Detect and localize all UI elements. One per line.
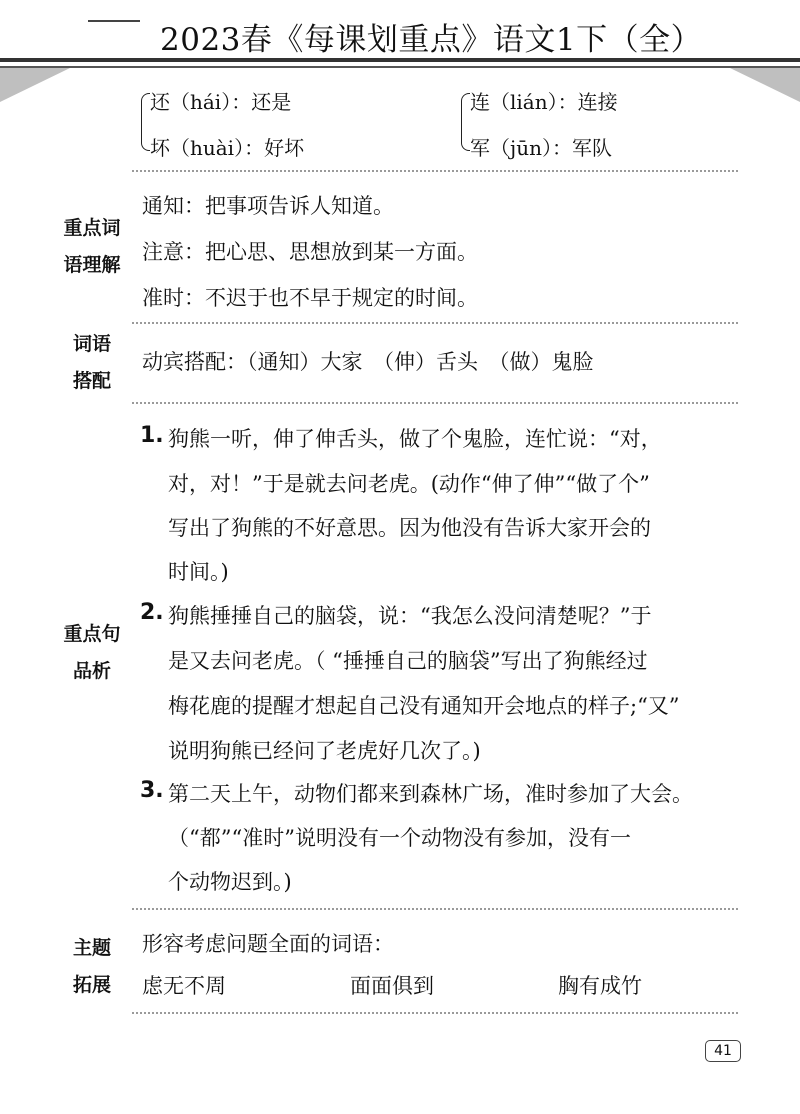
sentence-number: 1.: [140, 423, 164, 448]
page-title: 2023春《每课划重点》语文1下（全）: [160, 22, 703, 58]
sentence-line: 梅花鹿的提醒才想起自己没有通知开会地点的样子;“又”: [168, 694, 680, 718]
section-label-collocation: [52, 326, 132, 400]
page-number: 41: [705, 1040, 741, 1062]
header-corner-right: [730, 68, 800, 102]
sentence-line: （“都”“准时”说明没有一个动物没有参加，没有一: [168, 826, 631, 850]
theme-word: 虑无不周: [142, 974, 226, 998]
section-divider: [132, 170, 738, 172]
section-label-sentences: [52, 616, 132, 690]
polyphone-item: 军（jūn）：军队: [470, 136, 612, 160]
vocab-item: 准时：不迟于也不早于规定的时间。: [142, 286, 478, 310]
section-divider: [132, 322, 738, 324]
header-corner-left: [0, 68, 70, 102]
section-label-theme: [52, 930, 132, 1004]
sentence-line: 个动物迟到。): [168, 870, 292, 894]
header-decoration-line: [88, 20, 140, 22]
section-label-line: 主题: [72, 937, 111, 959]
section-label-line: 搭配: [72, 370, 111, 392]
sentence-line: 是又去问老虎。（ “捶捶自己的脑袋”写出了狗熊经过: [168, 649, 648, 673]
sentence-line: 写出了狗熊的不好意思。因为他没有告诉大家开会的: [168, 516, 651, 540]
collocation-text: 动宾搭配：（通知）大家 （伸）舌头 （做）鬼脸: [142, 350, 594, 374]
header-rule: [0, 58, 800, 62]
section-label-line: 重点词: [63, 217, 121, 239]
sentence-line: 时间。): [168, 560, 229, 584]
section-label-line: 重点句: [63, 623, 121, 645]
sentence-line: 说明狗熊已经问了老虎好几次了。): [168, 739, 481, 763]
section-divider: [132, 1012, 738, 1014]
vocab-item: 注意：把心思、思想放到某一方面。: [142, 240, 478, 264]
section-label-line: 语理解: [63, 254, 121, 276]
theme-word: 面面俱到: [350, 974, 434, 998]
section-label-line: 词语: [72, 333, 111, 355]
polyphone-item: 连（lián）：连接: [470, 90, 618, 114]
sentence-line: 狗熊一听，伸了伸舌头，做了个鬼脸，连忙说：“对，: [168, 427, 662, 451]
header-rule-thin: [0, 66, 800, 68]
sentence-number: 2.: [140, 600, 164, 625]
theme-word: 胸有成竹: [558, 974, 642, 998]
section-label-line: 拓展: [72, 974, 111, 996]
brace-left: [141, 93, 150, 151]
section-divider: [132, 908, 738, 910]
section-label-line: 品析: [72, 660, 111, 682]
sentence-line: 狗熊捶捶自己的脑袋，说：“我怎么没问清楚呢？”于: [168, 604, 652, 628]
sentence-line: 对，对！”于是就去问老虎。(动作“伸了伸”“做了个”: [168, 472, 650, 496]
brace-right: [461, 93, 470, 151]
polyphone-item: 坏（huài）：好坏: [150, 136, 305, 160]
sentence-line: 第二天上午，动物们都来到森林广场，准时参加了大会。: [168, 782, 693, 806]
theme-heading: 形容考虑问题全面的词语：: [142, 932, 394, 956]
vocab-item: 通知：把事项告诉人知道。: [142, 194, 394, 218]
section-label-vocab: [52, 210, 132, 284]
section-divider: [132, 402, 738, 404]
sentence-number: 3.: [140, 778, 164, 803]
polyphone-item: 还（hái）：还是: [150, 90, 292, 114]
